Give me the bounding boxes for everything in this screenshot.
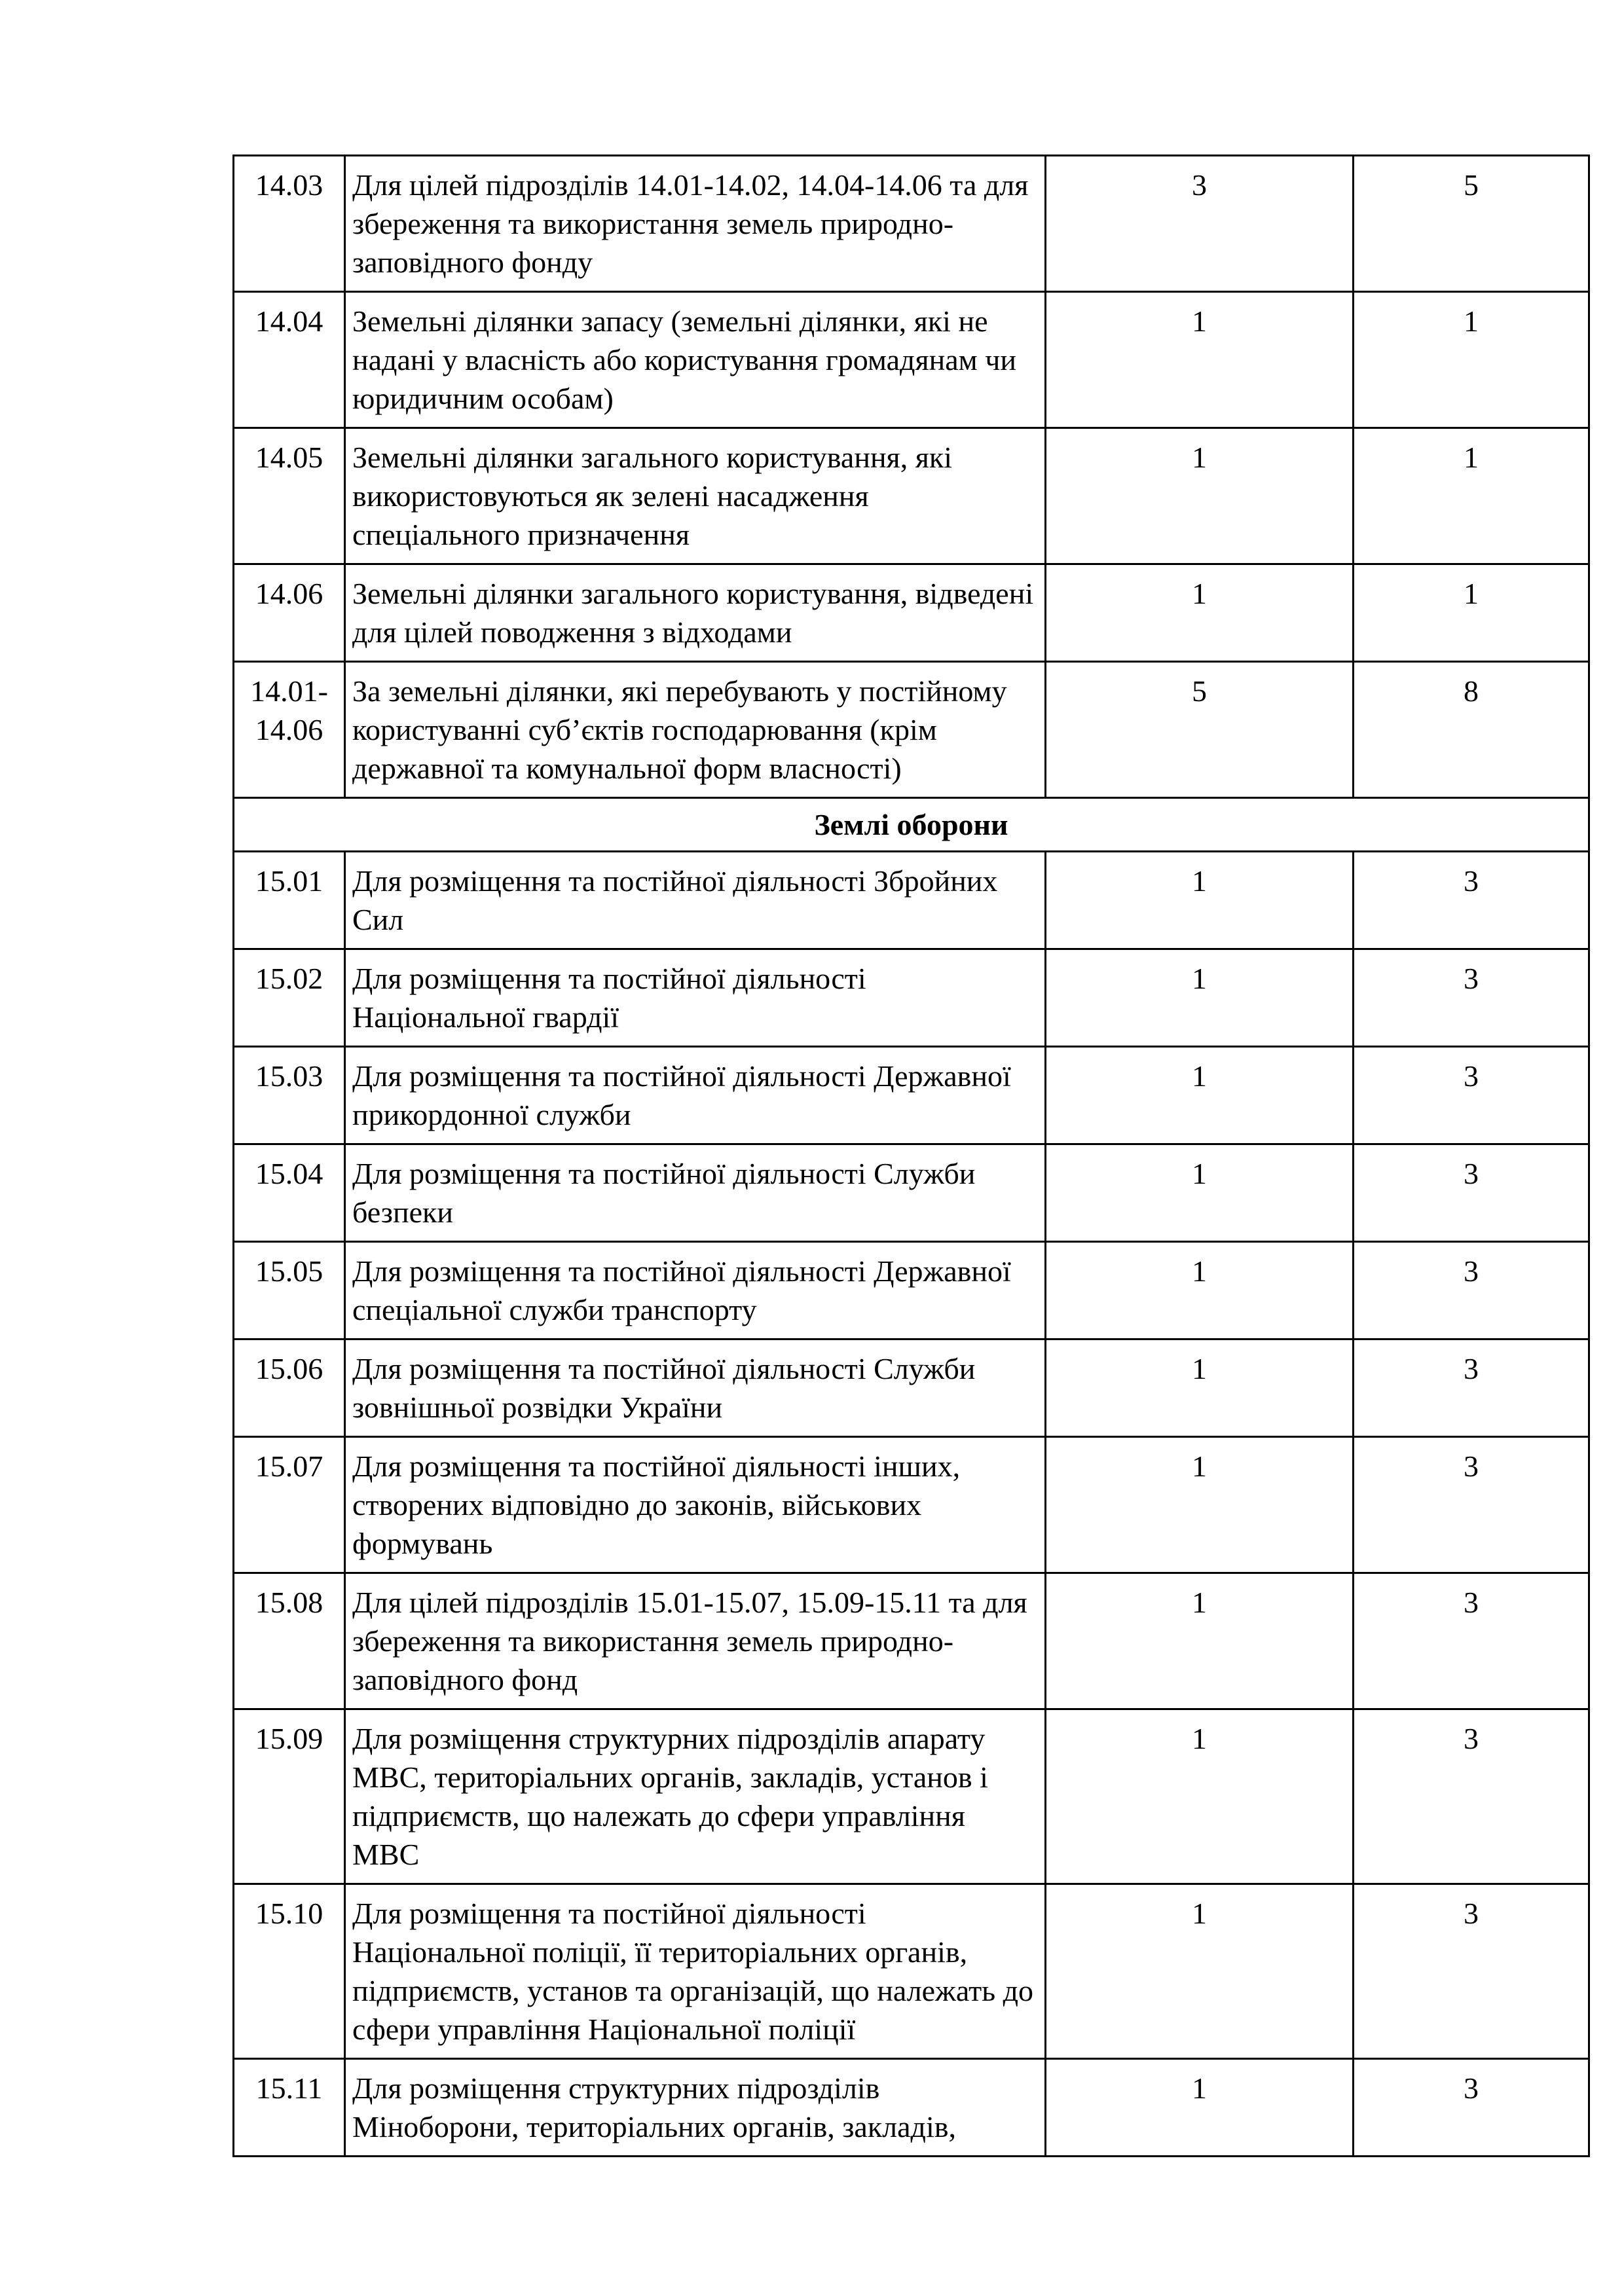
table-row <box>234 949 1589 1047</box>
table-row <box>234 1242 1589 1339</box>
table-row <box>234 564 1589 662</box>
table-row <box>234 1709 1589 1884</box>
row-rate-2: 3 <box>1354 1339 1589 1437</box>
row-description: Для розміщення та постійної діяльності Збройних Сил <box>345 852 1046 949</box>
row-rate-2: 3 <box>1354 1437 1589 1573</box>
row-description: Для розміщення та постійної діяльності інших, створених відповідно до законів, військових формувань <box>345 1437 1046 1573</box>
row-rate-2: 3 <box>1354 1242 1589 1339</box>
row-rate-2: 5 <box>1354 156 1589 292</box>
row-rate-1: 1 <box>1046 852 1354 949</box>
row-rate-1: 5 <box>1046 662 1354 798</box>
land-tax-rate-table <box>232 155 1590 2157</box>
row-rate-1: 1 <box>1046 1437 1354 1573</box>
row-rate-2: 1 <box>1354 564 1589 662</box>
row-rate-2: 3 <box>1354 949 1589 1047</box>
row-description: За земельні ділянки, які перебувають у постійному користуванні суб’єктів господарювання (крім державної та комунальної форм власності) <box>345 662 1046 798</box>
table-row <box>234 1884 1589 2059</box>
row-rate-1: 1 <box>1046 292 1354 428</box>
row-code: 14.03 <box>234 156 345 292</box>
row-description: Для розміщення та постійної діяльності Державної прикордонної служби <box>345 1047 1046 1144</box>
row-code: 15.03 <box>234 1047 345 1144</box>
row-code: 15.11 <box>234 2059 345 2157</box>
row-code: 15.01 <box>234 852 345 949</box>
row-description: Для розміщення структурних підрозділів апарату МВС, територіальних органів, закладів, установ і підприємств, що належать до сфери управління МВС <box>345 1709 1046 1884</box>
row-code: 15.05 <box>234 1242 345 1339</box>
row-code: 15.08 <box>234 1573 345 1709</box>
row-rate-2: 3 <box>1354 1573 1589 1709</box>
row-rate-1: 1 <box>1046 1573 1354 1709</box>
row-rate-2: 1 <box>1354 428 1589 564</box>
row-rate-2: 3 <box>1354 1047 1589 1144</box>
row-code: 14.04 <box>234 292 345 428</box>
row-rate-1: 1 <box>1046 1339 1354 1437</box>
table-row <box>234 428 1589 564</box>
row-description: Для цілей підрозділів 15.01-15.07, 15.09-15.11 та для збереження та використання земель природно-заповідного фонд <box>345 1573 1046 1709</box>
row-description: Для розміщення та постійної діяльності Національної гвардії <box>345 949 1046 1047</box>
row-description: Для цілей підрозділів 14.01-14.02, 14.04-14.06 та для збереження та використання земель природно-заповідного фонду <box>345 156 1046 292</box>
document-page <box>232 155 1588 2157</box>
row-code: 15.06 <box>234 1339 345 1437</box>
section-title: Землі оборони <box>234 798 1589 852</box>
row-code: 14.05 <box>234 428 345 564</box>
table-row <box>234 156 1589 292</box>
row-rate-2: 1 <box>1354 292 1589 428</box>
row-code: 15.09 <box>234 1709 345 1884</box>
table-row <box>234 662 1589 798</box>
row-rate-1: 1 <box>1046 1144 1354 1242</box>
table-row <box>234 1437 1589 1573</box>
table-row <box>234 1047 1589 1144</box>
row-code: 15.07 <box>234 1437 345 1573</box>
row-rate-1: 1 <box>1046 564 1354 662</box>
row-rate-2: 3 <box>1354 852 1589 949</box>
row-description: Земельні ділянки запасу (земельні ділянки, які не надані у власність або користування громадянам чи юридичним особам) <box>345 292 1046 428</box>
row-code: 15.04 <box>234 1144 345 1242</box>
row-description: Земельні ділянки загального користування, які використовуються як зелені насадження спеціального призначення <box>345 428 1046 564</box>
row-code: 15.02 <box>234 949 345 1047</box>
row-rate-2: 3 <box>1354 1884 1589 2059</box>
row-rate-1: 1 <box>1046 2059 1354 2157</box>
row-rate-1: 1 <box>1046 1884 1354 2059</box>
row-code: 15.10 <box>234 1884 345 2059</box>
row-rate-1: 3 <box>1046 156 1354 292</box>
row-rate-2: 3 <box>1354 1144 1589 1242</box>
table-row <box>234 1339 1589 1437</box>
row-code: 14.06 <box>234 564 345 662</box>
row-description: Земельні ділянки загального користування, відведені для цілей поводження з відходами <box>345 564 1046 662</box>
row-rate-2: 3 <box>1354 1709 1589 1884</box>
table-row <box>234 852 1589 949</box>
row-rate-1: 1 <box>1046 1709 1354 1884</box>
row-rate-2: 3 <box>1354 2059 1589 2157</box>
row-rate-1: 1 <box>1046 949 1354 1047</box>
row-description: Для розміщення та постійної діяльності Служби зовнішньої розвідки України <box>345 1339 1046 1437</box>
row-rate-1: 1 <box>1046 1242 1354 1339</box>
row-code: 14.01-14.06 <box>234 662 345 798</box>
row-rate-1: 1 <box>1046 1047 1354 1144</box>
row-description: Для розміщення структурних підрозділів Міноборони, територіальних органів, закладів, <box>345 2059 1046 2157</box>
row-rate-1: 1 <box>1046 428 1354 564</box>
table-row <box>234 1144 1589 1242</box>
table-row <box>234 2059 1589 2157</box>
table-row <box>234 292 1589 428</box>
table-row <box>234 1573 1589 1709</box>
row-description: Для розміщення та постійної діяльності Державної спеціальної служби транспорту <box>345 1242 1046 1339</box>
row-rate-2: 8 <box>1354 662 1589 798</box>
section-header-row <box>234 798 1589 852</box>
row-description: Для розміщення та постійної діяльності Служби безпеки <box>345 1144 1046 1242</box>
row-description: Для розміщення та постійної діяльності Національної поліції, її територіальних органів, підприємств, установ та організацій, що належать до сфери управління Національної поліції <box>345 1884 1046 2059</box>
